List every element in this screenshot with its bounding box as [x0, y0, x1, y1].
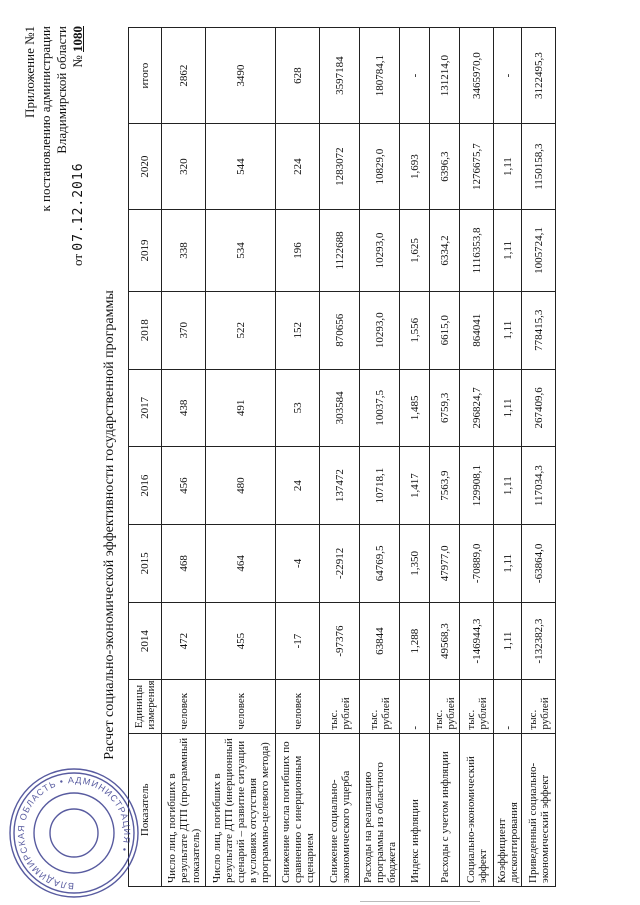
- value-cell: 64769,5: [360, 525, 400, 603]
- header-cell: Показатель: [129, 733, 162, 886]
- value-cell: 10293,0: [360, 291, 400, 369]
- appendix-header: [22, 26, 87, 266]
- value-cell: 1,11: [494, 369, 522, 447]
- unit-cell: человек: [162, 680, 206, 733]
- number-prefix: №: [70, 55, 85, 68]
- value-cell: 303584: [320, 369, 360, 447]
- value-cell: -132382,3: [522, 602, 556, 680]
- indicator-cell: Коэффициент дисконтирования: [494, 733, 522, 886]
- value-cell: 1,485: [400, 369, 430, 447]
- value-cell: 1005724,1: [522, 210, 556, 292]
- value-cell: 1116353,8: [460, 210, 494, 292]
- table-body: [162, 28, 556, 887]
- value-cell: 1,11: [494, 291, 522, 369]
- value-cell: -63864,0: [522, 525, 556, 603]
- value-cell: 864041: [460, 291, 494, 369]
- value-cell: 455: [206, 602, 276, 680]
- seal-graphic: [4, 763, 144, 903]
- value-cell: -22912: [320, 525, 360, 603]
- value-cell: 296824,7: [460, 369, 494, 447]
- unit-cell: человек: [276, 680, 320, 733]
- value-cell: 137472: [320, 447, 360, 525]
- indicator-cell: Снижение социально-экономического ущерба: [320, 733, 360, 886]
- value-cell: 63844: [360, 602, 400, 680]
- value-cell: 778415,3: [522, 291, 556, 369]
- value-cell: 480: [206, 447, 276, 525]
- value-cell: 464: [206, 525, 276, 603]
- value-cell: 6396,3: [430, 124, 460, 210]
- value-cell: -70889,0: [460, 525, 494, 603]
- indicator-cell: Расходы на реализацию программы из областного бюджета: [360, 733, 400, 886]
- value-cell: 1,11: [494, 525, 522, 603]
- value-cell: -4: [276, 525, 320, 603]
- value-cell: 1,350: [400, 525, 430, 603]
- value-cell: 1,625: [400, 210, 430, 292]
- value-cell: 1283072: [320, 124, 360, 210]
- value-cell: 491: [206, 369, 276, 447]
- unit-cell: -: [494, 680, 522, 733]
- table-row: [206, 28, 276, 887]
- table-row: [276, 28, 320, 887]
- header-cell: 2015: [129, 525, 162, 603]
- value-cell: 6759,3: [430, 369, 460, 447]
- value-cell: 3597184: [320, 28, 360, 124]
- order-number: 1080: [70, 26, 85, 52]
- appendix-line2: Владимирской области: [54, 26, 69, 154]
- official-seal: [4, 763, 144, 903]
- value-cell: 1,11: [494, 210, 522, 292]
- value-cell: 196: [276, 210, 320, 292]
- appendix-line1: к постановлению администрации: [38, 26, 53, 212]
- indicator-cell: Расходы с учетом инфляции: [430, 733, 460, 886]
- header-cell: 2018: [129, 291, 162, 369]
- value-cell: 522: [206, 291, 276, 369]
- table-row: [430, 28, 460, 887]
- value-cell: 10829,0: [360, 124, 400, 210]
- value-cell: 10718,1: [360, 447, 400, 525]
- value-cell: -97376: [320, 602, 360, 680]
- header-cell: 2016: [129, 447, 162, 525]
- value-cell: -146944,3: [460, 602, 494, 680]
- date-prefix: от: [70, 253, 85, 266]
- unit-cell: тыс. рублей: [430, 680, 460, 733]
- value-cell: 129908,1: [460, 447, 494, 525]
- value-cell: 2862: [162, 28, 206, 124]
- value-cell: 47977,0: [430, 525, 460, 603]
- table-row: [460, 28, 494, 887]
- value-cell: 468: [162, 525, 206, 603]
- value-cell: 7563,9: [430, 447, 460, 525]
- value-cell: 438: [162, 369, 206, 447]
- value-cell: 1,693: [400, 124, 430, 210]
- value-cell: 49568,3: [430, 602, 460, 680]
- efficiency-table: [128, 27, 556, 887]
- table-row: [162, 28, 206, 887]
- value-cell: 628: [276, 28, 320, 124]
- value-cell: 1150158,3: [522, 124, 556, 210]
- value-cell: -: [494, 28, 522, 124]
- indicator-cell: Приведенный социально-экономический эффект: [522, 733, 556, 886]
- table-row: [360, 28, 400, 887]
- value-cell: 456: [162, 447, 206, 525]
- table-row: [522, 28, 556, 887]
- value-cell: 117034,3: [522, 447, 556, 525]
- value-cell: 1,11: [494, 124, 522, 210]
- value-cell: 3465970,0: [460, 28, 494, 124]
- value-cell: 53: [276, 369, 320, 447]
- value-cell: 3122495,3: [522, 28, 556, 124]
- value-cell: 131214,0: [430, 28, 460, 124]
- unit-cell: тыс. рублей: [320, 680, 360, 733]
- value-cell: 1122688: [320, 210, 360, 292]
- header-cell: Единицы измерения: [129, 680, 162, 733]
- value-cell: 1,288: [400, 602, 430, 680]
- value-cell: 534: [206, 210, 276, 292]
- value-cell: 152: [276, 291, 320, 369]
- value-cell: 870656: [320, 291, 360, 369]
- value-cell: -17: [276, 602, 320, 680]
- document-title: Расчет социально-экономической эффективности государственной программы: [102, 290, 117, 760]
- value-cell: 267409,6: [522, 369, 556, 447]
- value-cell: 472: [162, 602, 206, 680]
- value-cell: 544: [206, 124, 276, 210]
- header-cell: итого: [129, 28, 162, 124]
- value-cell: 338: [162, 210, 206, 292]
- unit-cell: тыс. рублей: [460, 680, 494, 733]
- value-cell: -: [400, 28, 430, 124]
- table-row: [494, 28, 522, 887]
- unit-cell: тыс. рублей: [360, 680, 400, 733]
- value-cell: 10293,0: [360, 210, 400, 292]
- order-date: 07.12.2016: [71, 162, 86, 251]
- header-cell: 2014: [129, 602, 162, 680]
- unit-cell: -: [400, 680, 430, 733]
- appendix-title: Приложение №1: [22, 26, 37, 118]
- table-header-row: [129, 28, 162, 887]
- indicator-cell: Индекс инфляции: [400, 733, 430, 886]
- header-cell: 2019: [129, 210, 162, 292]
- value-cell: 320: [162, 124, 206, 210]
- indicator-cell: Снижение числа погибших по сравнению с инерционным сценарием: [276, 733, 320, 886]
- value-cell: 6615,0: [430, 291, 460, 369]
- value-cell: 180784,1: [360, 28, 400, 124]
- header-cell: 2020: [129, 124, 162, 210]
- svg-text:ВЛАДИМИРСКАЯ ОБЛАСТЬ • АДМИНИС: ВЛАДИМИРСКАЯ ОБЛАСТЬ • АДМИНИСТРАЦИЯ •: [15, 774, 133, 892]
- value-cell: 370: [162, 291, 206, 369]
- table-row: [400, 28, 430, 887]
- header-cell: 2017: [129, 369, 162, 447]
- indicator-cell: Социально-экономический эффект: [460, 733, 494, 886]
- scan-artifact: [360, 901, 480, 902]
- table-row: [320, 28, 360, 887]
- value-cell: 6334,2: [430, 210, 460, 292]
- unit-cell: тыс. рублей: [522, 680, 556, 733]
- unit-cell: человек: [206, 680, 276, 733]
- value-cell: 3490: [206, 28, 276, 124]
- value-cell: 1,556: [400, 291, 430, 369]
- indicator-cell: Число лиц, погибших в результате ДТП (инерционный сценарий – развитие ситуации в условиях отсутствия программно-целевого метода): [206, 733, 276, 886]
- indicator-cell: Число лиц, погибших в результате ДТП (программный показатель): [162, 733, 206, 886]
- value-cell: 1,11: [494, 602, 522, 680]
- value-cell: 10037,5: [360, 369, 400, 447]
- value-cell: 224: [276, 124, 320, 210]
- value-cell: 1,417: [400, 447, 430, 525]
- appendix-order: [70, 26, 87, 266]
- value-cell: 1276675,7: [460, 124, 494, 210]
- value-cell: 24: [276, 447, 320, 525]
- value-cell: 1,11: [494, 447, 522, 525]
